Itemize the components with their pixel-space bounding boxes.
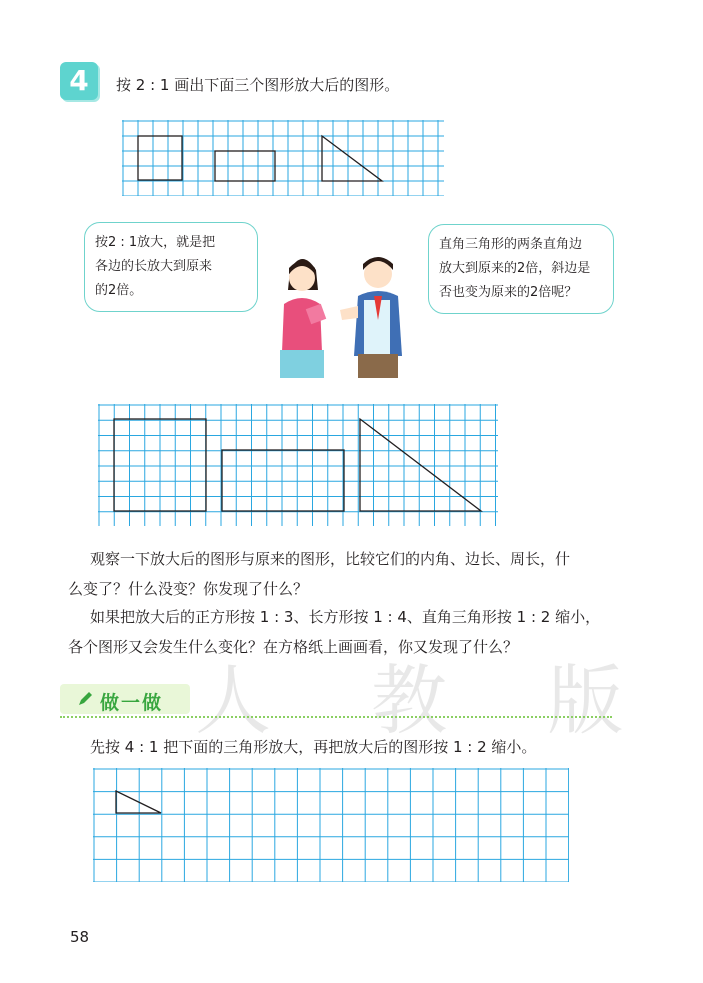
enlarged-right-triangle <box>360 419 481 511</box>
section-title: 做一做 <box>100 692 164 714</box>
bubble-line: 各边的长放大到原来 <box>95 259 213 274</box>
paragraph-line: 观察一下放大后的图形与原来的图形，比较它们的内角、边长、周长，什 <box>90 550 571 568</box>
pencil-icon <box>76 690 94 708</box>
bubble-line: 否也变为原来的2倍呢？ <box>439 285 578 300</box>
small-square <box>138 136 182 180</box>
bubble-line: 放大到原来的2倍，斜边是 <box>439 261 591 276</box>
students-illustration <box>262 248 422 383</box>
enlarged-rectangle <box>222 450 344 511</box>
grid-original-shapes <box>122 120 444 196</box>
paragraph-line: 各个图形又会发生什么变化？在方格纸上画画看，你又发现了什么？ <box>68 638 519 656</box>
bubble-line: 的2倍。 <box>95 283 143 298</box>
section-instruction: 先按 4 : 1 把下面的三角形放大，再把放大后的图形按 1 : 2 缩小。 <box>90 738 537 756</box>
speech-bubble-boy <box>428 224 614 314</box>
section-divider <box>60 716 612 718</box>
question-paragraph-1 <box>68 544 612 604</box>
grid-enlarged-shapes <box>98 404 498 526</box>
paragraph-line: 如果把放大后的正方形按 1 : 3、长方形按 1 : 4、直角三角形按 1 : 2 缩小， <box>90 608 601 626</box>
boy-figure <box>340 257 402 378</box>
bubble-line: 按2 : 1放大，就是把 <box>95 235 216 250</box>
exercise-number-badge: 4 <box>60 62 98 100</box>
page-number: 58 <box>70 928 90 946</box>
grid-practice <box>93 768 569 882</box>
task-instruction: 按 2 : 1 画出下面三个图形放大后的图形。 <box>116 76 400 94</box>
publisher-watermark: 人 教 版 <box>195 656 662 745</box>
speech-bubble-girl <box>84 222 258 312</box>
girl-figure <box>280 259 326 378</box>
bubble-line: 直角三角形的两条直角边 <box>439 237 583 252</box>
small-right-triangle <box>322 136 382 181</box>
small-triangle <box>116 791 161 813</box>
paragraph-line: 么变了？什么没变？你发现了什么？ <box>68 580 309 598</box>
